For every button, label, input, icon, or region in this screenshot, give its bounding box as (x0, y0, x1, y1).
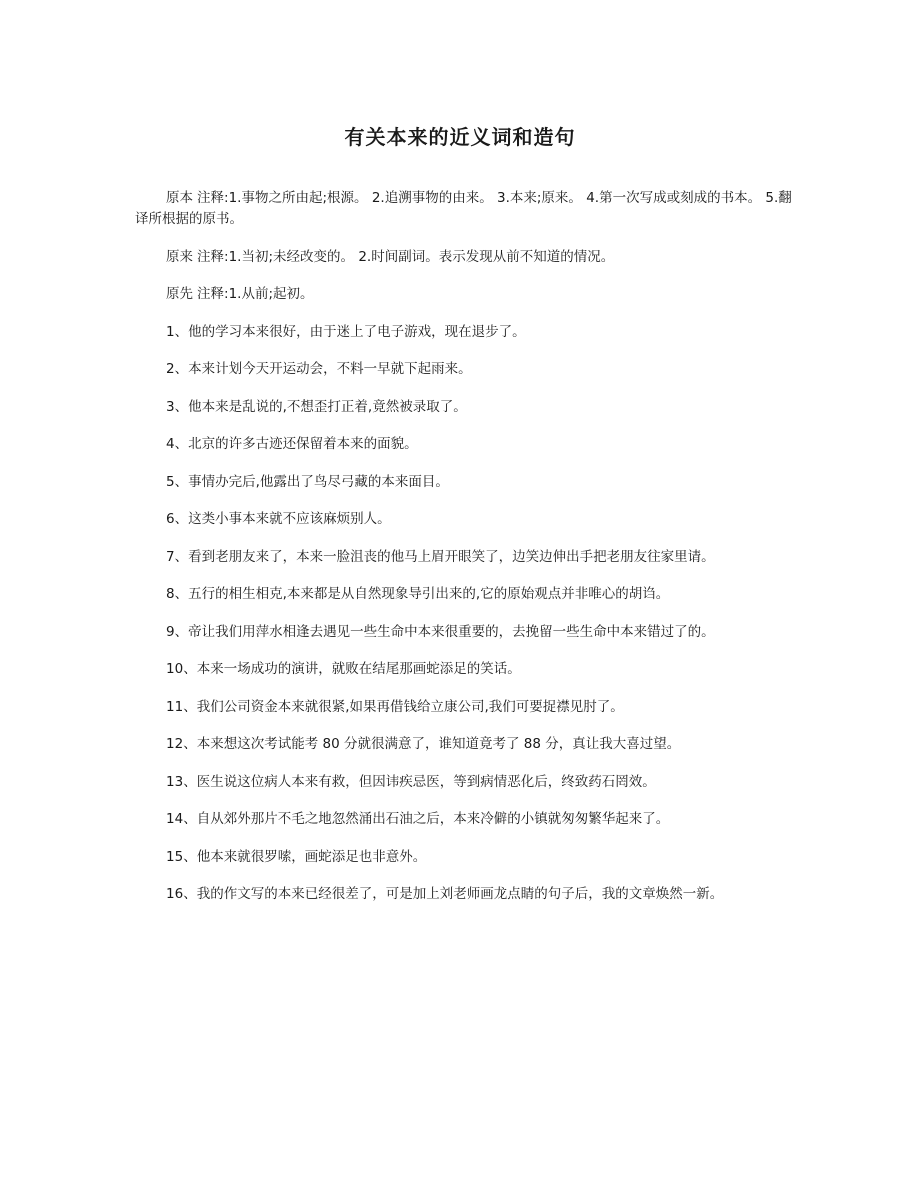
example-sentence: 9、帝让我们用萍水相逢去遇见一些生命中本来很重要的，去挽留一些生命中本来错过了的。 (166, 623, 715, 640)
definition-text: 注释:1.从前;起初。 (197, 286, 314, 302)
definition-paragraph (135, 284, 795, 305)
definition-word: 原本 (166, 190, 194, 206)
example-sentence: 3、他本来是乱说的,不想歪打正着,竟然被录取了。 (166, 398, 467, 415)
example-sentence: 13、医生说这位病人本来有救，但因讳疾忌医，等到病情恶化后，终致药石罔效。 (166, 773, 656, 790)
example-sentence: 6、这类小事本来就不应该麻烦别人。 (166, 511, 391, 527)
definition-paragraph (135, 188, 795, 230)
example-sentence: 11、我们公司资金本来就很紧,如果再借钱给立康公司,我们可要捉襟见肘了。 (166, 698, 624, 715)
document-title: 有关本来的近义词和造句 (344, 125, 576, 150)
example-sentence: 5、事情办完后,他露出了鸟尽弓藏的本来面目。 (166, 473, 449, 490)
example-sentence: 7、看到老朋友来了，本来一脸沮丧的他马上眉开眼笑了，边笑边伸出手把老朋友往家里请。 (166, 548, 715, 565)
definition-paragraph (135, 247, 795, 268)
example-sentence: 10、本来一场成功的演讲，就败在结尾那画蛇添足的笑话。 (166, 661, 521, 677)
definition-text: 注释:1.当初;未经改变的。 2.时间副词。表示发现从前不知道的情况。 (197, 248, 615, 265)
definition-text: 注释:1.事物之所由起;根源。 2.追溯事物的由来。 3.本来;原来。 4.第一次写成或刻成的书本。 5.翻译所根据的原书。 (135, 190, 792, 227)
example-sentence: 15、他本来就很罗嗦，画蛇添足也非意外。 (166, 848, 427, 865)
example-sentence: 8、五行的相生相克,本来都是从自然现象导引出来的,它的原始观点并非唯心的胡诌。 (166, 586, 670, 602)
example-sentence: 4、北京的许多古迹还保留着本来的面貌。 (166, 436, 418, 452)
example-sentence: 2、本来计划今天开运动会，不料一早就下起雨来。 (166, 361, 472, 377)
example-sentence: 1、他的学习本来很好，由于迷上了电子游戏，现在退步了。 (166, 323, 526, 340)
definition-word: 原先 (166, 286, 194, 302)
example-sentence: 16、我的作文写的本来已经很差了，可是加上刘老师画龙点睛的句子后，我的文章焕然一新。 (166, 886, 724, 902)
example-sentence: 12、本来想这次考试能考 80 分就很满意了，谁知道竟考了 88 分，真让我大喜过望。 (166, 736, 681, 752)
example-sentence: 14、自从郊外那片不毛之地忽然涌出石油之后，本来冷僻的小镇就匆匆繁华起来了。 (166, 811, 670, 827)
definition-word: 原来 (166, 248, 194, 265)
document-body (135, 188, 795, 922)
